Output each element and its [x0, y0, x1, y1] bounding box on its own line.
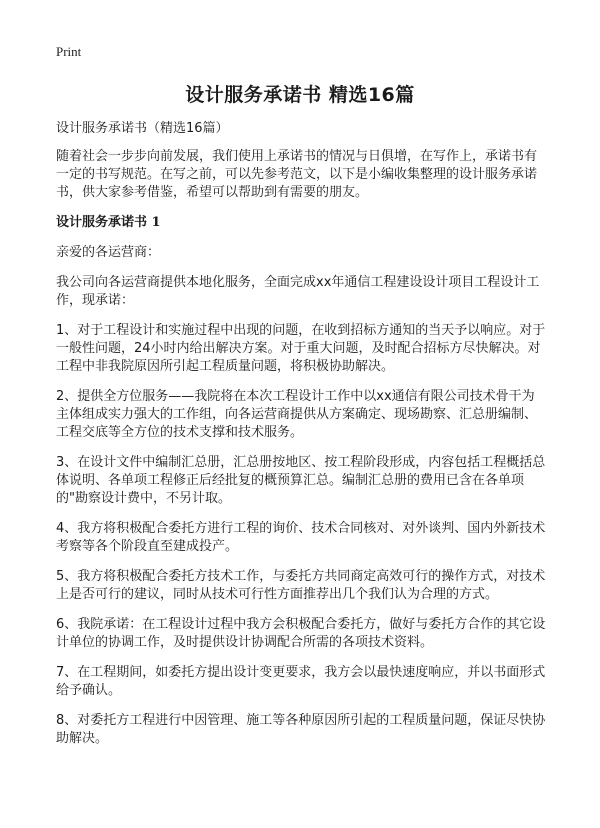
commitment-item-2: 2、提供全方位服务——我院将在本次工程设计工作中以xx通信有限公司技术骨干为主体组成实力强大的工作组，向各运营商提供从方案确定、现场勘察、汇总册编制、工程交底等全方位的技术支撑和技术服务。 — [56, 389, 538, 440]
commitment-item-3: 3、在设计文件中编制汇总册，汇总册按地区、按工程阶段形成，内容包括工程概括总体说明、各单项工程修正后经批复的概预算汇总。编制汇总册的费用已含在各单项的"勘察设计费中，不另计取。 — [56, 455, 546, 506]
commitment-item-7: 7、在工程期间，如委托方提出设计变更要求，我方会以最快速度响应，并以书面形式给予确认。 — [56, 665, 546, 698]
commitment-item-6: 6、我院承诺：在工程设计过程中我方会积极配合委托方，做好与委托方合作的其它设计单位的协调工作，及时提供设计协调配合所需的各项技术资料。 — [56, 617, 546, 650]
commitment-item-8: 8、对委托方工程进行中因管理、施工等各种原因所引起的工程质量问题，保证尽快协助解决。 — [56, 713, 546, 746]
salutation: 亲爱的各运营商： — [56, 245, 161, 260]
page-title: 设计服务承诺书 精选16篇 — [185, 84, 415, 106]
document-subtitle: 设计服务承诺书（精选16篇） — [56, 121, 229, 136]
document-body — [56, 120, 546, 760]
print-link[interactable]: Print — [56, 44, 82, 59]
commitment-item-5: 5、我方将积极配合委托方技术工作，与委托方共同商定高效可行的操作方式，对技术上是否可行的建议，同时从技术可行性方面推荐出几个我们认为合理的方式。 — [56, 569, 546, 602]
opening-paragraph: 我公司向各运营商提供本地化服务，全面完成xx年通信工程建设设计项目工程设计工作，现承诺： — [56, 275, 540, 308]
commitment-item-4: 4、我方将积极配合委托方进行工程的询价、技术合同核对、对外谈判、国内外新技术考察等各个阶段直至建成投产。 — [56, 521, 546, 554]
section-heading: 设计服务承诺书 1 — [56, 215, 161, 230]
commitment-item-1: 1、对于工程设计和实施过程中出现的问题，在收到招标方通知的当天予以响应。对于一般性问题，24小时内给出解决方案。对于重大问题，及时配合招标方尽快解决。对工程中非我院原因所引起工程质量问题，将积极协助解决。 — [56, 323, 546, 374]
intro-paragraph: 随着社会一步步向前发展，我们使用上承诺书的情况与日俱增，在写作上，承诺书有一定的书写规范。在写之前，可以先参考范文，以下是小编收集整理的设计服务承诺书，供大家参考借鉴，希望可以帮助到有需要的朋友。 — [56, 149, 538, 200]
